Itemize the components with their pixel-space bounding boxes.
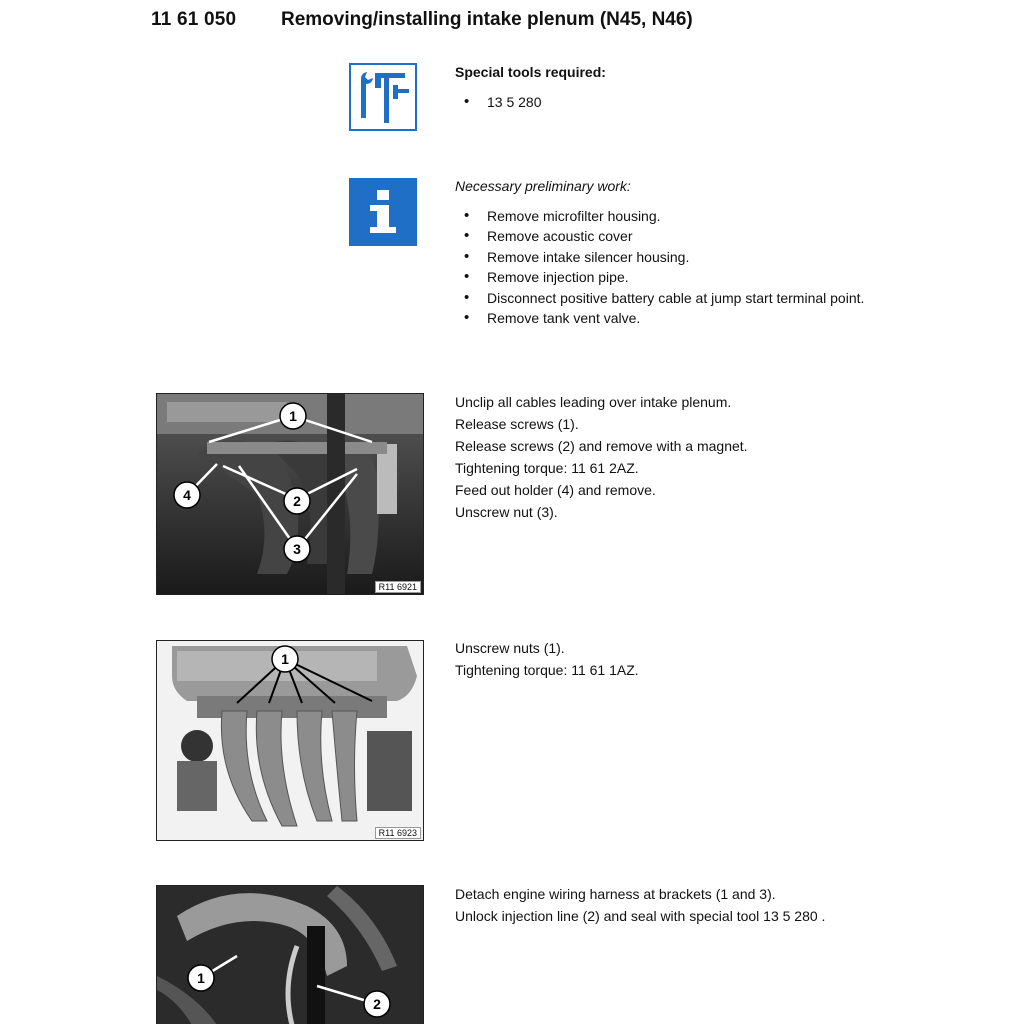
list-item: • Remove tank vent valve. — [455, 308, 864, 328]
step-3-text — [455, 883, 825, 927]
svg-text:1: 1 — [281, 651, 289, 667]
engine-photo-1 — [156, 393, 424, 595]
list-item: • 13 5 280 — [455, 92, 542, 112]
list-item: • Remove microfilter housing. — [455, 206, 864, 226]
svg-text:4: 4 — [183, 487, 191, 503]
step-line: Tightening torque: 11 61 1AZ. — [455, 662, 639, 678]
step-1-text — [455, 391, 748, 523]
step-line: Tightening torque: 11 61 2AZ. — [455, 460, 639, 476]
special-tools-list — [455, 92, 542, 112]
svg-text:2: 2 — [293, 493, 301, 509]
page-title: Removing/installing intake plenum (N45, N46) — [281, 9, 693, 30]
preliminary-heading: Necessary preliminary work: — [455, 178, 631, 194]
figure-label: R11 6921 — [375, 581, 421, 593]
engine-photo-2 — [156, 640, 424, 841]
step-line: Unscrew nut (3). — [455, 504, 558, 520]
step-line: Unscrew nuts (1). — [455, 640, 565, 656]
list-item: • Remove intake silencer housing. — [455, 247, 864, 267]
step-line: Release screws (1). — [455, 416, 579, 432]
svg-text:1: 1 — [197, 970, 205, 986]
info-icon — [349, 178, 417, 246]
engine-photo-3 — [156, 885, 424, 1024]
figure-label: R11 6923 — [375, 827, 421, 839]
svg-text:3: 3 — [293, 541, 301, 557]
preliminary-list — [455, 206, 864, 328]
step-2-text — [455, 637, 639, 681]
svg-text:2: 2 — [373, 996, 381, 1012]
list-item: • Disconnect positive battery cable at jump start terminal point. — [455, 288, 864, 308]
step-line: Unclip all cables leading over intake plenum. — [455, 394, 732, 410]
list-item: • Remove acoustic cover — [455, 226, 864, 246]
step-line: Unlock injection line (2) and seal with special tool 13 5 280 . — [455, 908, 826, 924]
step-line: Detach engine wiring harness at brackets (1 and 3). — [455, 886, 776, 902]
tools-icon — [349, 63, 417, 131]
list-item: • Remove injection pipe. — [455, 267, 864, 287]
step-line: Release screws (2) and remove with a magnet. — [455, 438, 748, 454]
section-code: 11 61 050 — [151, 9, 237, 30]
step-line: Feed out holder (4) and remove. — [455, 482, 656, 498]
special-tools-heading: Special tools required: — [455, 64, 606, 80]
svg-text:1: 1 — [289, 408, 297, 424]
